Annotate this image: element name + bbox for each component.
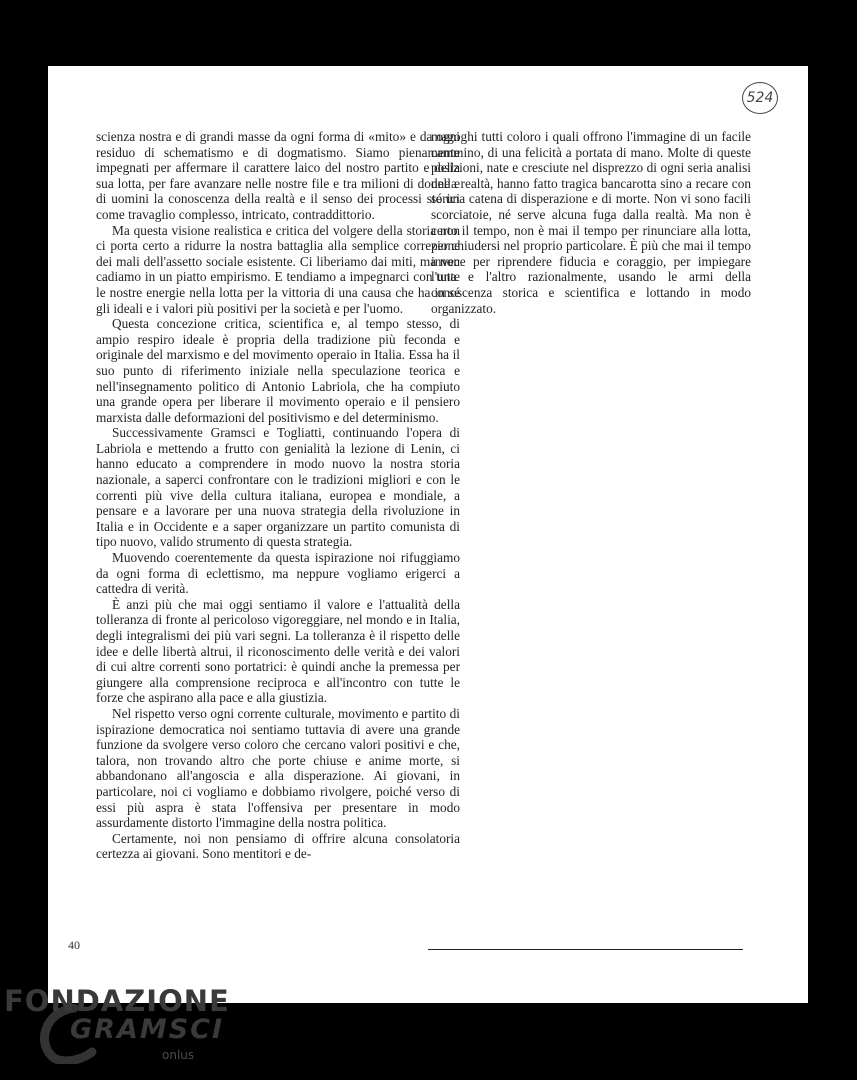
watermark-line1: FONDAZIONE	[4, 984, 230, 1018]
paragraph: Successivamente Gramsci e Togliatti, continuando l'opera di Labriola e mettendo a frutto con genialità la lezione di Lenin, ci hanno educato a comprendere in modo nuovo la nostra storia nazionale, a saperci confrontare con le tradizioni migliori e con le correnti più vive della cultura italiana, europea e mondiale, a pensare e a lavorare per una nuova strategia della rivoluzione in Italia e in Occidente e a saper organizzare un partito comunista di tipo nuovo, valido strumento di questa strategia.	[96, 425, 460, 550]
scanned-page	[48, 66, 808, 1003]
paragraph: Nel rispetto verso ogni corrente culturale, movimento e partito di ispirazione democratica noi sentiamo tuttavia di avere una grande funzione da svolgere verso coloro che cercano valori positivi e che, talora, non trovando altro che porte chiuse e anime morte, si abbandonano all'angoscia e alla disperazione. Ai giovani, in particolare, noi ci vogliamo e dobbiamo rivolgere, poiché verso di essi più aspra è stata l'offensiva per presentare in modo assurdamente distorto l'immagine della nostra politica.	[96, 705, 460, 831]
horizontal-rule	[428, 949, 743, 950]
paragraph: magoghi tutti coloro i quali offrono l'immagine di un facile cammino, di una felicità a portata di mano. Molte di queste posizioni, nate e cresciute nel disprezzo di ogni seria analisi della realtà, hanno fatto tragica bancarotta sino a recare con sé una catena di disperazione e di morte. Non vi sono facili scorciatoie, né serve alcuna fuga dalla realtà. Ma non è certo il tempo, non è mai il tempo per rinunciare alla lotta, per chiudersi nel proprio particolare. È più che mai il tempo invece per riprendere fiducia e coraggio, per impiegare l'una e l'altro razionalmente, usando le armi della conoscenza storica e scientifica e lottando in modo organizzato.	[431, 129, 751, 316]
fondazione-gramsci-watermark	[4, 984, 230, 1076]
paragraph: Questa concezione critica, scientifica e, al tempo stesso, di ampio respiro ideale è propria della tradizione più feconda e originale del marxismo e del movimento operaio in Italia. Essa ha il suo punto di riferimento iniziale nella speculazione teorica e nell'insegnamento politico di Antonio Labriola, che ha compiuto una grande opera per liberare il movimento operaio e il pensiero marxista dalle deformazioni del positivismo e del determinismo.	[96, 316, 460, 425]
paragraph: scienza nostra e di grandi masse da ogni forma di «mito» e da ogni residuo di schematismo e di dogmatismo. Siamo pienamente impegnati per affermare il carattere laico del nostro partito e della sua lotta, per fare avanzare nelle nostre file e tra milioni di donne e di uomini la conoscenza della realtà e il senso dei processi storici come travaglio complesso, intricato, contraddittorio.	[96, 129, 460, 222]
paragraph: Ma questa visione realistica e critica del volgere della storia non ci porta certo a ridurre la nostra battaglia alla semplice correzione dei mali dell'assetto sociale esistente. Ci liberiamo dai miti, ma non cadiamo in un piatto empirismo. E tendiamo a impegnarci con tutte le nostre energie nella lotta per la vittoria di una causa che ha in sé gli ideali e i valori più positivi per la società e per l'uomo.	[96, 222, 460, 316]
watermark-line3: onlus	[162, 1048, 195, 1062]
watermark-line2: GRAMSCI	[70, 1014, 225, 1045]
paragraph: Certamente, noi non pensiamo di offrire alcuna consolatoria certezza ai giovani. Sono mentitori e de-	[96, 830, 460, 862]
right-text-column	[431, 129, 751, 316]
paragraph: Muovendo coerentemente da questa ispirazione noi rifuggiamo da ogni forma di eclettismo, ma neppure vogliamo erigerci a cattedra di verità.	[96, 550, 460, 597]
page-number: 40	[68, 938, 80, 952]
handwritten-page-annotation: 524	[742, 82, 778, 114]
paragraph: È anzi più che mai oggi sentiamo il valore e l'attualità della tolleranza di fronte al pericoloso vigoreggiare, nel mondo e in Italia, degli integralismi dei più vari segni. La tolleranza è il rispetto delle idee e delle libertà altrui, il riconoscimento delle verità e dei valori di cui altre correnti sono portatrici: è quindi anche la premessa per giungere alla comprensione reciproca e all'incontro con tutte le forze che aspirano alla pace e alla giustizia.	[96, 596, 460, 706]
left-text-column	[96, 129, 460, 862]
